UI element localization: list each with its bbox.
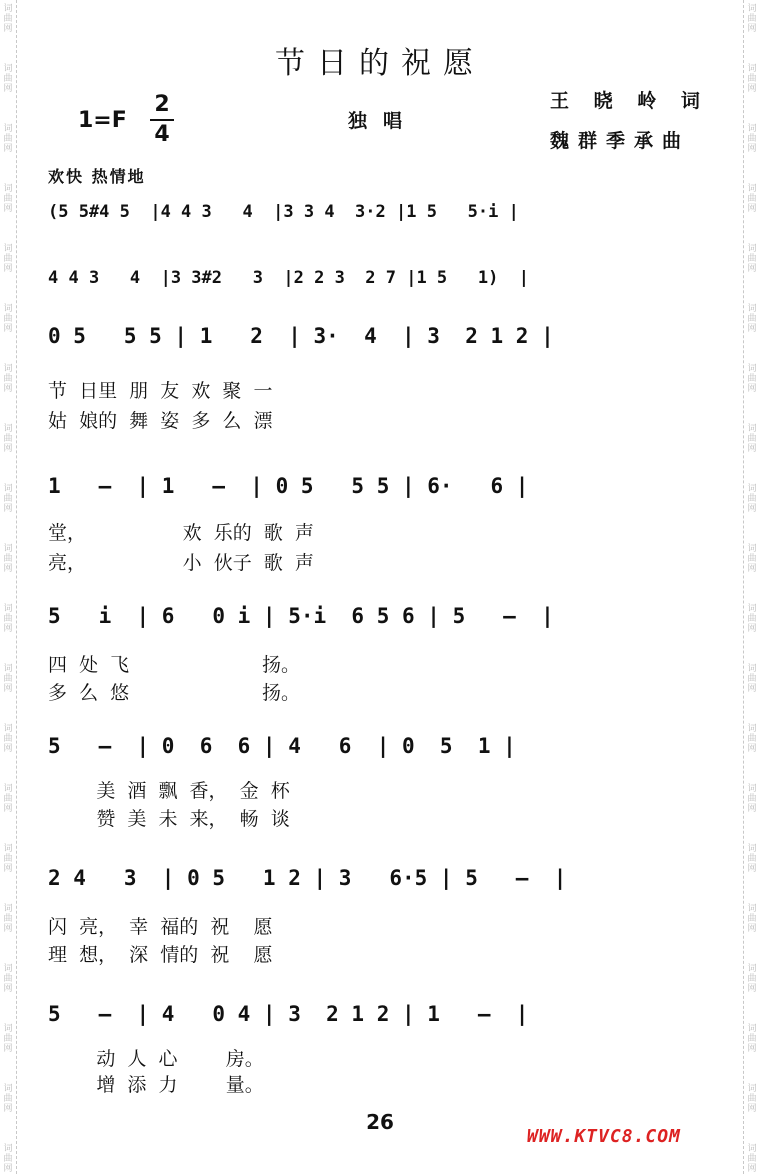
watermark-glyph-stack: 词 曲 网 <box>3 244 13 274</box>
time-signature-bottom: 4 <box>154 122 170 147</box>
score-system-7 <box>48 860 712 966</box>
watermark-glyph-stack: 词 曲 网 <box>3 844 13 874</box>
watermark-glyph-stack: 词 曲 网 <box>747 184 757 214</box>
composer-credit: 魏群季承曲 <box>550 130 691 152</box>
key-signature: 1=F <box>78 108 127 133</box>
watermark-glyph-stack: 词 曲 网 <box>747 364 757 394</box>
right-watermark-strip <box>743 0 760 1174</box>
site-watermark: WWW.KTVC8.COM <box>527 1126 681 1147</box>
watermark-glyph-stack: 词 曲 网 <box>747 604 757 634</box>
watermark-glyph-stack: 词 曲 网 <box>747 904 757 934</box>
watermark-glyph-stack: 词 曲 网 <box>747 544 757 574</box>
left-watermark-strip <box>0 0 17 1174</box>
watermark-glyph-stack: 词 曲 网 <box>747 244 757 274</box>
watermark-glyph-stack: 词 曲 网 <box>747 664 757 694</box>
lyric-verse-2: 多 么 悠 扬。 <box>48 682 301 704</box>
watermark-glyph-stack: 词 曲 网 <box>747 784 757 814</box>
score-system-8 <box>48 996 712 1096</box>
watermark-glyph-stack: 词 曲 网 <box>747 724 757 754</box>
fraction-line <box>150 119 174 121</box>
lyric-verse-2: 姑 娘的 舞 姿 多 么 漂 <box>48 410 273 432</box>
lyric-verse-1: 堂， 欢 乐的 歌 声 <box>48 522 314 544</box>
lyric-verse-2: 增 添 力 量。 <box>48 1074 264 1096</box>
watermark-glyph-stack: 词 曲 网 <box>3 664 13 694</box>
watermark-glyph-stack: 词 曲 网 <box>747 304 757 334</box>
performance-type: 独唱 <box>348 110 419 132</box>
notation-line: 2 4 3 | 0 5 1 2 | 3 6·5 | 5 — | <box>48 866 567 890</box>
score-system-2 <box>48 258 712 298</box>
watermark-glyph-stack: 词 曲 网 <box>3 424 13 454</box>
time-signature <box>150 92 174 148</box>
watermark-glyph-stack: 词 曲 网 <box>747 1024 757 1054</box>
notation-line: 5 — | 0 6 6 | 4 6 | 0 5 1 | <box>48 734 516 758</box>
watermark-glyph-stack: 词 曲 网 <box>747 64 757 94</box>
watermark-glyph-stack: 词 曲 网 <box>3 904 13 934</box>
watermark-glyph-stack: 词 曲 网 <box>747 484 757 514</box>
time-signature-top: 2 <box>154 92 170 117</box>
watermark-glyph-stack: 词 曲 网 <box>3 964 13 994</box>
lyric-verse-1: 节 日里 朋 友 欢 聚 一 <box>48 380 273 402</box>
score-system-5 <box>48 598 712 704</box>
watermark-glyph-stack: 词 曲 网 <box>3 184 13 214</box>
lyric-verse-1: 美 酒 飘 香， 金 杯 <box>48 780 290 802</box>
watermark-glyph-stack: 词 曲 网 <box>3 4 13 34</box>
watermark-glyph-stack: 词 曲 网 <box>747 424 757 454</box>
watermark-glyph-stack: 词 曲 网 <box>3 1024 13 1054</box>
song-title: 节日的祝愿 <box>275 46 485 81</box>
watermark-glyph-stack: 词 曲 网 <box>747 964 757 994</box>
score-system-3 <box>48 318 712 432</box>
score-system-6 <box>48 728 712 830</box>
lyricist-credit: 王 晓 岭 词 <box>550 90 709 112</box>
notation-line: 4 4 3 4 |3 3#2 3 |2 2 3 2 7 |1 5 1) | <box>48 268 530 288</box>
notation-line: 5 i | 6 0 i | 5·i 6 5 6 | 5 — | <box>48 604 554 628</box>
score-system-1 <box>48 192 712 232</box>
watermark-glyph-stack: 词 曲 网 <box>3 1084 13 1114</box>
lyric-verse-2: 赞 美 未 来， 畅 谈 <box>48 808 290 830</box>
watermark-glyph-stack: 词 曲 网 <box>3 724 13 754</box>
watermark-glyph-stack: 词 曲 网 <box>3 64 13 94</box>
watermark-glyph-stack: 词 曲 网 <box>3 784 13 814</box>
lyric-verse-2: 亮， 小 伙子 歌 声 <box>48 552 314 574</box>
watermark-glyph-stack: 词 曲 网 <box>747 124 757 154</box>
notation-line: (5 5#4 5 |4 4 3 4 |3 3 4 3·2 |1 5 5·i | <box>48 202 519 222</box>
lyric-verse-2: 理 想， 深 情的 祝 愿 <box>48 944 273 966</box>
watermark-glyph-stack: 词 曲 网 <box>3 304 13 334</box>
watermark-glyph-stack: 词 曲 网 <box>747 4 757 34</box>
watermark-glyph-stack: 词 曲 网 <box>3 484 13 514</box>
tempo-marking: 欢快 热情地 <box>48 167 146 186</box>
lyric-verse-1: 四 处 飞 扬。 <box>48 654 301 676</box>
lyric-verse-1: 动 人 心 房。 <box>48 1048 264 1070</box>
page-number: 26 <box>366 1110 394 1134</box>
watermark-glyph-stack: 词 曲 网 <box>3 124 13 154</box>
score-system-4 <box>48 468 712 574</box>
watermark-glyph-stack: 词 曲 网 <box>747 1084 757 1114</box>
notation-line: 1 — | 1 — | 0 5 5 5 | 6· 6 | <box>48 474 529 498</box>
notation-line: 0 5 5 5 | 1 2 | 3· 4 | 3 2 1 2 | <box>48 324 554 348</box>
watermark-glyph-stack: 词 曲 网 <box>3 1144 13 1174</box>
watermark-glyph-stack: 词 曲 网 <box>3 544 13 574</box>
notation-line: 5 — | 4 0 4 | 3 2 1 2 | 1 — | <box>48 1002 529 1026</box>
watermark-glyph-stack: 词 曲 网 <box>747 844 757 874</box>
lyric-verse-1: 闪 亮， 幸 福的 祝 愿 <box>48 916 273 938</box>
watermark-glyph-stack: 词 曲 网 <box>3 364 13 394</box>
watermark-glyph-stack: 词 曲 网 <box>747 1144 757 1174</box>
watermark-glyph-stack: 词 曲 网 <box>3 604 13 634</box>
